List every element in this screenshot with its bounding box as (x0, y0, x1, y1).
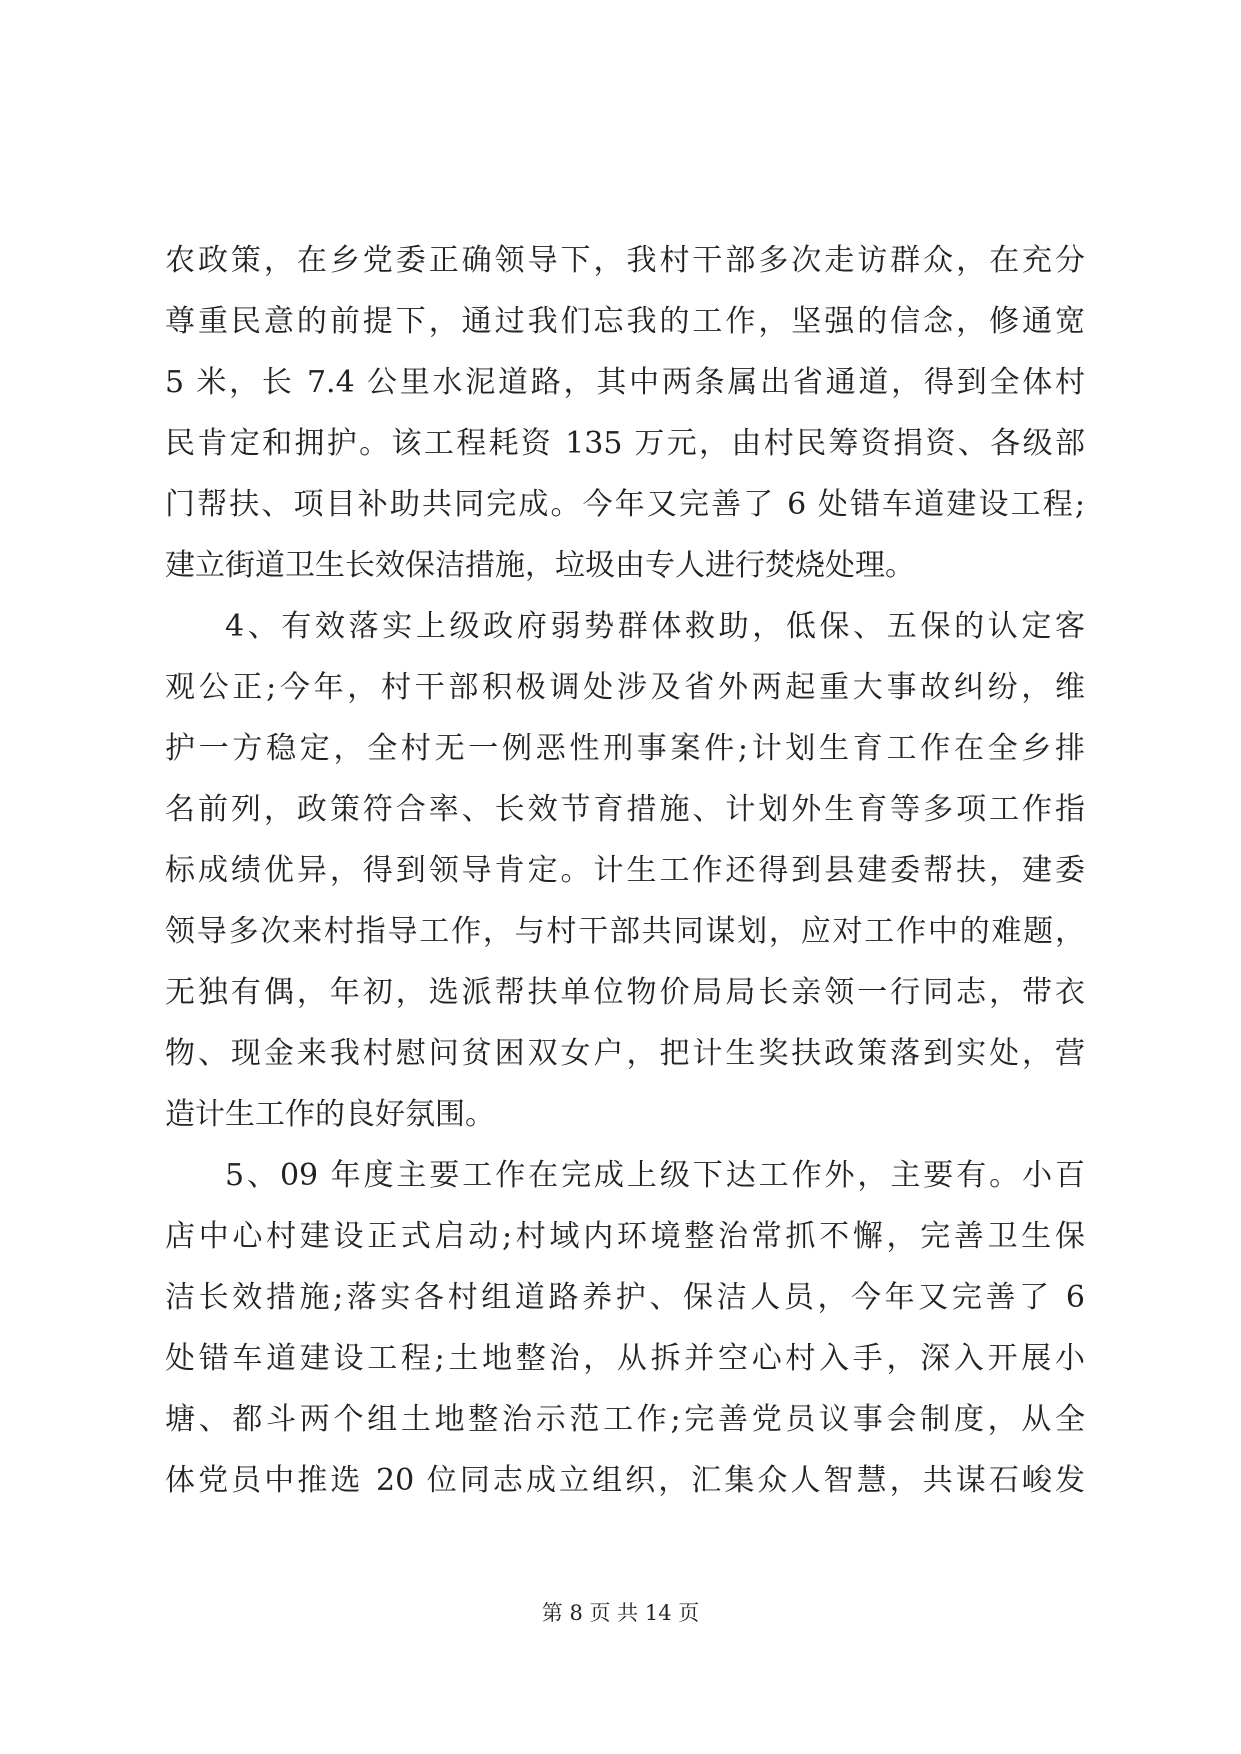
text-line: 尊重民意的前提下，通过我们忘我的工作，坚强的信念，修通宽 (165, 304, 1085, 339)
text-line: 名前列，政策符合率、长效节育措施、计划外生育等多项工作指 (165, 792, 1085, 827)
text-line: 标成绩优异，得到领导肯定。计生工作还得到县建委帮扶，建委 (165, 853, 1085, 888)
text-line: 无独有偶，年初，选派帮扶单位物价局局长亲领一行同志，带衣 (165, 975, 1085, 1010)
page-number-footer: 第 8 页 共 14 页 (541, 1601, 700, 1625)
text-line: 体党员中推选 20 位同志成立组织，汇集众人智慧，共谋石峻发 (165, 1463, 1085, 1498)
text-line: 建立街道卫生长效保洁措施，垃圾由专人进行焚烧处理。 (165, 548, 915, 583)
paragraph-continued (165, 230, 1085, 596)
text-line: 门帮扶、项目补助共同完成。今年又完善了 6 处错车道建设工程; (165, 487, 1085, 522)
text-line: 造计生工作的良好氛围。 (165, 1097, 495, 1132)
text-line: 农政策，在乡党委正确领导下，我村干部多次走访群众，在充分 (165, 243, 1085, 278)
body-text (165, 230, 1085, 1511)
text-line: 处错车道建设工程;土地整治，从拆并空心村入手，深入开展小 (165, 1341, 1085, 1376)
paragraph-item-5 (165, 1145, 1085, 1511)
text-line: 物、现金来我村慰问贫困双女户，把计生奖扶政策落到实处，营 (165, 1036, 1085, 1071)
text-line: 领导多次来村指导工作，与村干部共同谋划，应对工作中的难题， (165, 914, 1085, 949)
text-line: 观公正;今年，村干部积极调处涉及省外两起重大事故纠纷，维 (165, 670, 1085, 705)
text-line: 洁长效措施;落实各村组道路养护、保洁人员，今年又完善了 6 (165, 1280, 1085, 1315)
text-line: 4、有效落实上级政府弱势群体救助，低保、五保的认定客 (225, 609, 1085, 644)
text-line: 民肯定和拥护。该工程耗资 135 万元，由村民筹资捐资、各级部 (165, 426, 1085, 461)
text-line: 5 米，长 7.4 公里水泥道路，其中两条属出省通道，得到全体村 (165, 365, 1085, 400)
text-line: 5、09 年度主要工作在完成上级下达工作外，主要有。小百 (225, 1158, 1085, 1193)
text-line: 护一方稳定，全村无一例恶性刑事案件;计划生育工作在全乡排 (165, 731, 1085, 766)
text-line: 塘、都斗两个组土地整治示范工作;完善党员议事会制度，从全 (165, 1402, 1085, 1437)
text-line: 店中心村建设正式启动;村域内环境整治常抓不懈，完善卫生保 (165, 1219, 1085, 1254)
paragraph-item-4 (165, 596, 1085, 1145)
